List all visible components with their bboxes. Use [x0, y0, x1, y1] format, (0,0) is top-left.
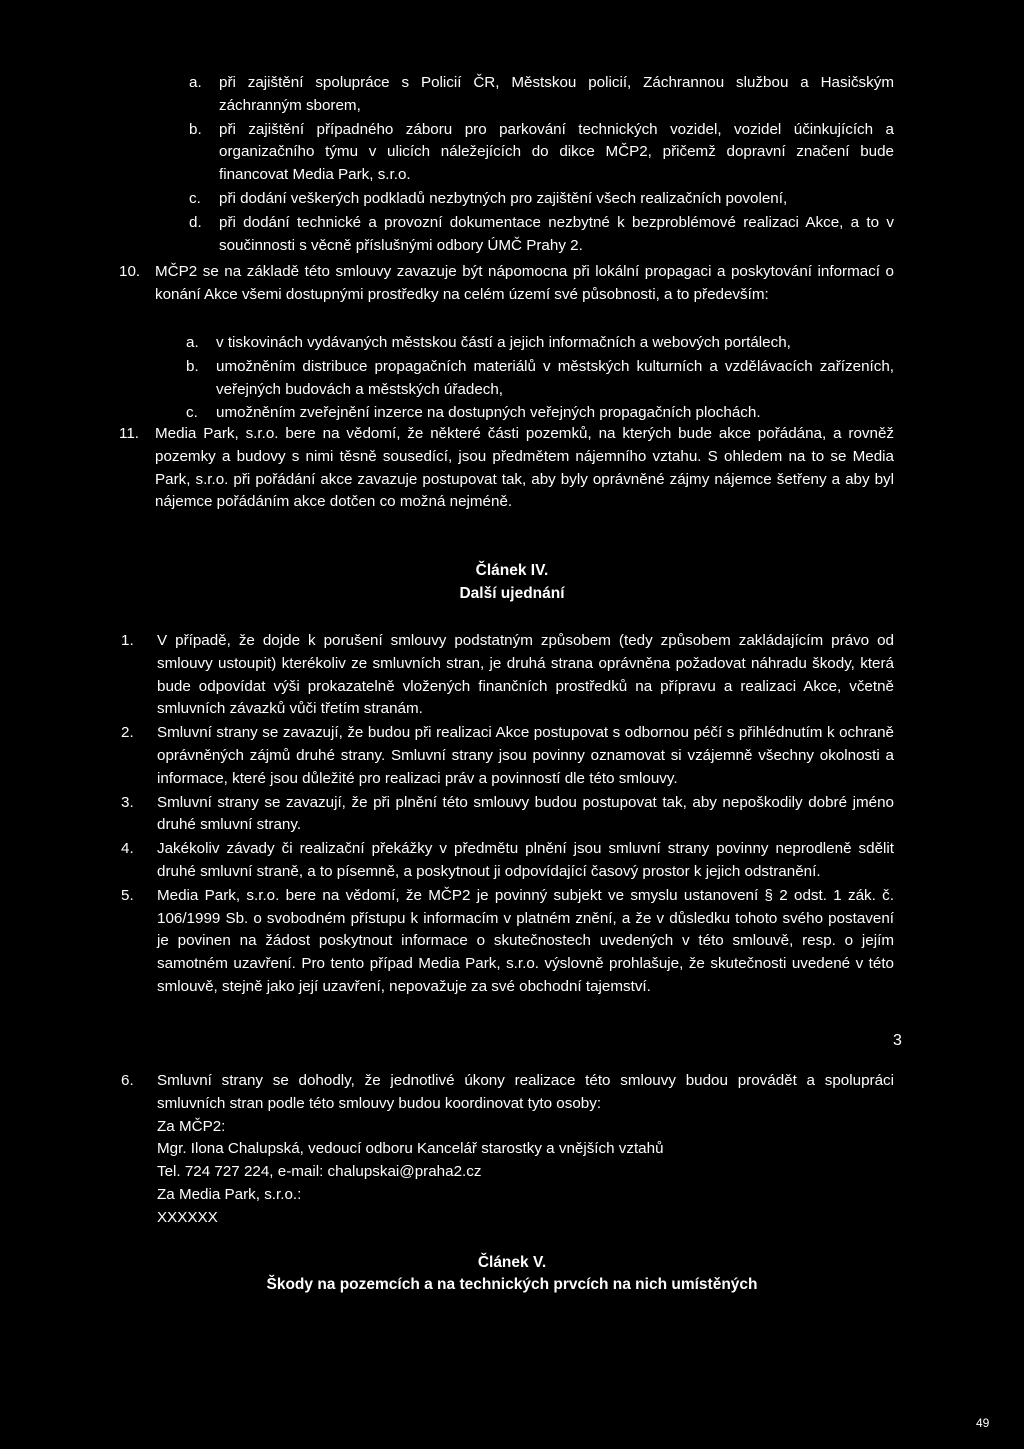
article-iv-list: [121, 630, 894, 999]
list-item: [189, 188, 894, 211]
list-marker: 11.: [119, 425, 139, 442]
sub-list-promotion: [186, 332, 894, 425]
contact-line-mcp2-person: Mgr. Ilona Chalupská, vedoucí odboru Kancelář starostky a vnějších vztahů: [157, 1140, 664, 1158]
list-item: [119, 423, 894, 514]
list-item: [121, 838, 894, 884]
list-marker: 10.: [119, 263, 141, 280]
list-item-text: Media Park, s.r.o. bere na vědomí, že některé části pozemků, na kterých bude akce pořádána, a rovněž pozemky a budovy s nimi těsně sousedící, jsou předmětem nájemního vztahu. S ohledem na to se Media Park, s.r.o. při pořádání akce zavazuje postupovat tak, aby byly oprávněné zájmy nájemce šetřeny a aby byl nájemce pořádáním akce dotčen co možná nejméně.: [155, 425, 894, 511]
article-iv-title: Další ujednání: [459, 585, 565, 602]
list-item: [121, 1070, 894, 1230]
article-v-title: Škody na pozemcích a na technických prvcích na nich umístěných: [266, 1276, 758, 1293]
article-iv-number: Článek IV.: [475, 562, 549, 579]
list-item-text: Smluvní strany se dohodly, že jednotlivé úkony realizace této smlouvy budou provádět a spolupráci smluvních stran podle této smlouvy budou koordinovat tyto osoby:: [157, 1072, 894, 1112]
contact-line-mcp2-phone-email: Tel. 724 727 224, e-mail: chalupskai@praha2.cz: [157, 1163, 482, 1181]
contact-line-mcp2-label: Za MČP2:: [157, 1117, 226, 1135]
list-item: [121, 630, 894, 721]
page-number: 3: [893, 1032, 902, 1049]
contact-line-mediapark-person: XXXXXX: [157, 1208, 218, 1226]
list-item-text: Smluvní strany se zavazují, že budou při realizaci Akce postupovat s odbornou péčí s přihlédnutím k ochraně oprávněných zájmů druhé strany. Smluvní strany jsou povinny oznamovat si vzájemně všechny okolnosti a informace, které jsou důležité pro realizaci práv a povinností dle této smlouvy.: [157, 724, 894, 787]
list-item-text: V případě, že dojde k porušení smlouvy podstatným způsobem (tedy způsobem zakládajícím právo od smlouvy ustoupit) kterékoliv ze smluvních stran, je druhá strana oprávněna požadovat náhradu škody, která bude odpovídat výši prokazatelně vložených finančních prostředků na přípravu a realizaci Akce, včetně smluvních závazků vůči třetím stranám.: [157, 632, 894, 718]
list-marker: 6.: [121, 1072, 134, 1089]
list-marker: b.: [189, 120, 202, 138]
article-iv-heading: [0, 559, 1024, 605]
list-marker: d.: [189, 213, 202, 231]
list-item: [189, 72, 894, 118]
numbered-list-item-10: [119, 261, 894, 307]
list-marker: c.: [186, 404, 198, 422]
numbered-list-item-11: [119, 423, 894, 514]
list-item-text: při dodání technické a provozní dokumentace nezbytné k bezproblémové realizaci Akce, a to v součinnosti s věcně příslušnými odbory ÚMČ Prahy 2.: [219, 213, 894, 254]
list-item-text: při dodání veškerých podkladů nezbytných pro zajištění všech realizačních povolení,: [219, 189, 788, 207]
list-item-text: při zajištění spolupráce s Policií ČR, Městskou policií, Záchrannou službou a Hasičským záchranným sborem,: [219, 74, 894, 114]
list-item: [186, 332, 894, 355]
list-marker: a.: [189, 74, 202, 91]
list-marker: 5.: [121, 886, 134, 904]
list-item-text: při zajištění případného záboru pro parkování technických vozidel, vozidel účinkujících a organizačního týmu v ulicích náležejících do dikce MČP2, přičemž dopravní značení bude financovat Media Park, s.r.o.: [219, 120, 894, 184]
list-marker: a.: [186, 334, 199, 351]
list-item: [121, 885, 894, 999]
list-item-text: MČP2 se na základě této smlouvy zavazuje být nápomocna při lokální propagaci a poskytování informací o konání Akce všemi dostupnými prostředky na celém území své působnosti, a to především:: [155, 263, 894, 303]
article-v-number: Článek V.: [477, 1254, 547, 1271]
list-item-text: Jakékoliv závady či realizační překážky v předmětu plnění jsou smluvní strany povinny neprodleně sdělit druhé smluvní straně, a to písemně, a poskytnout ji odpovídající časový prostor k jejich odstranění.: [157, 840, 894, 880]
list-item: [121, 722, 894, 790]
contact-line-mediapark-label: Za Media Park, s.r.o.:: [157, 1185, 302, 1203]
list-marker: c.: [189, 189, 201, 207]
list-item-text: umožněním zveřejnění inzerce na dostupných veřejných propagačních plochách.: [216, 404, 761, 422]
list-marker: 3.: [121, 793, 134, 811]
list-item-text: umožněním distribuce propagačních materiálů v městských kulturních a vzdělávacích zařízeních, veřejných budovách a městských úřadech,: [216, 357, 894, 398]
list-item-text: Media Park, s.r.o. bere na vědomí, že MČP2 je povinný subjekt ve smyslu ustanovení § 2 odst. 1 zák. č. 106/1999 Sb. o svobodném přístupu k informacím v platném znění, a že v důsledku tohoto svého postavení je povinen na žádost poskytnout informace o skutečnostech uvedených v této smlouvě, resp. o jejím samotném uzavření. Pro tento případ Media Park, s.r.o. výslovně prohlašuje, že skutečnosti uvedené v této smlouvě, stejně jako její uzavření, nepovažuje za své obchodní tajemství.: [157, 886, 894, 995]
list-item: [119, 261, 894, 307]
list-item: [186, 402, 894, 425]
list-marker: b.: [186, 357, 199, 375]
article-v-heading: [0, 1252, 1024, 1296]
list-item: [121, 792, 894, 838]
list-marker: 4.: [121, 840, 134, 858]
list-item: [189, 119, 894, 187]
list-item: [186, 356, 894, 402]
list-marker: 1.: [121, 632, 134, 649]
sub-list-cooperation: [189, 72, 894, 257]
article-iv-item-6: [121, 1070, 894, 1230]
sheet-number: 49: [976, 1416, 990, 1430]
list-item-text: v tiskovinách vydávaných městskou částí a jejich informačních a webových portálech,: [216, 334, 791, 351]
list-item-text: Smluvní strany se zavazují, že při plnění této smlouvy budou postupovat tak, aby nepoškodily dobré jméno druhé smluvní strany.: [157, 793, 894, 834]
list-marker: 2.: [121, 724, 134, 742]
list-item: [189, 212, 894, 258]
